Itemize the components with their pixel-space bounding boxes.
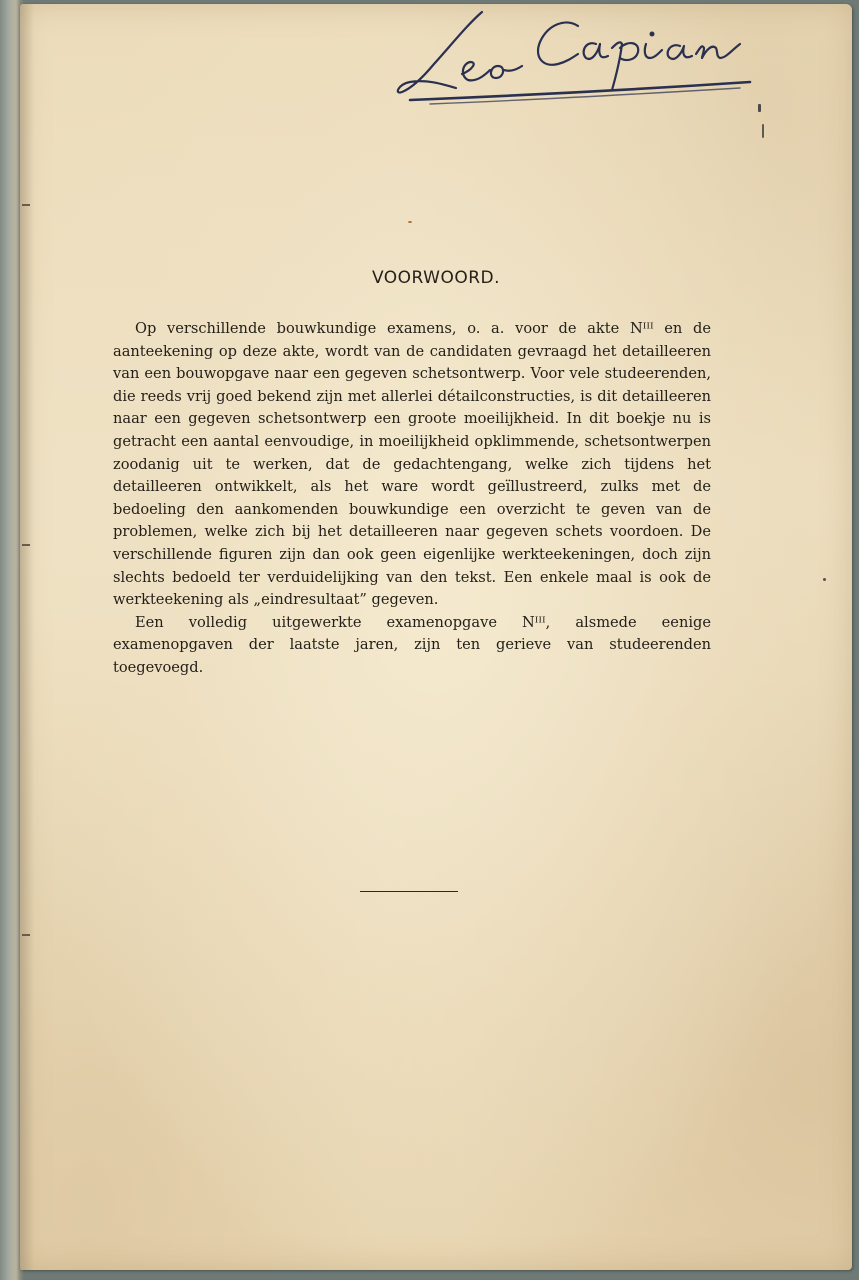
paper-sheet bbox=[20, 4, 852, 1270]
preface-body bbox=[113, 318, 711, 680]
section-divider bbox=[360, 891, 458, 892]
binding-mark bbox=[22, 934, 30, 936]
preface-paragraph-2: Een volledig uitgewerkte examenopgave Nᴵᴵᴵ, alsmede eenige examenopgaven der laatste jaren, zijn ten gerieve van studeerenden toegevoegd. bbox=[113, 613, 711, 676]
preface-paragraph-1: Op verschillende bouwkundige examens, o. a. voor de akte Nᴵᴵᴵ en de aanteekening op deze akte, wordt van de candidaten gevraagd het detailleeren van een bouwopgave naar een gegeven schetsontwerp. Voor vele studeerenden, die reeds vrij goed bekend zijn met allerlei détailconstructies, is dit detailleeren naar een gegeven schetsontwerp een groote moeilijkheid. In dit boekje nu is getracht een aantal eenvoudige, in moeilijkheid opklimmende, schetsontwerpen zoodanig uit te werken, dat de gedachtengang, welke zich tijdens het detailleeren ontwikkelt, als het ware wordt geïllustreerd, zulks met de bedoeling den aankomenden bouwkundige een overzicht te geven van de problemen, welke zich bij het detailleeren naar gegeven schets voordoen. De verschillende figuren zijn dan ook geen eigenlijke werkteekeningen, doch zijn slechts bedoeld ter verduidelijking van den tekst. Een enkele maal is ook de werkteekening als „eindresultaat” gegeven. bbox=[113, 320, 711, 609]
binding-mark bbox=[22, 204, 30, 206]
paper-speck bbox=[408, 221, 412, 223]
paper-speck bbox=[762, 124, 764, 138]
binding-mark bbox=[22, 544, 30, 546]
handwritten-signature bbox=[390, 4, 770, 114]
paper-speck bbox=[758, 104, 761, 112]
paper-speck bbox=[823, 578, 826, 581]
preface-heading: VOORWOORD. bbox=[371, 268, 501, 288]
